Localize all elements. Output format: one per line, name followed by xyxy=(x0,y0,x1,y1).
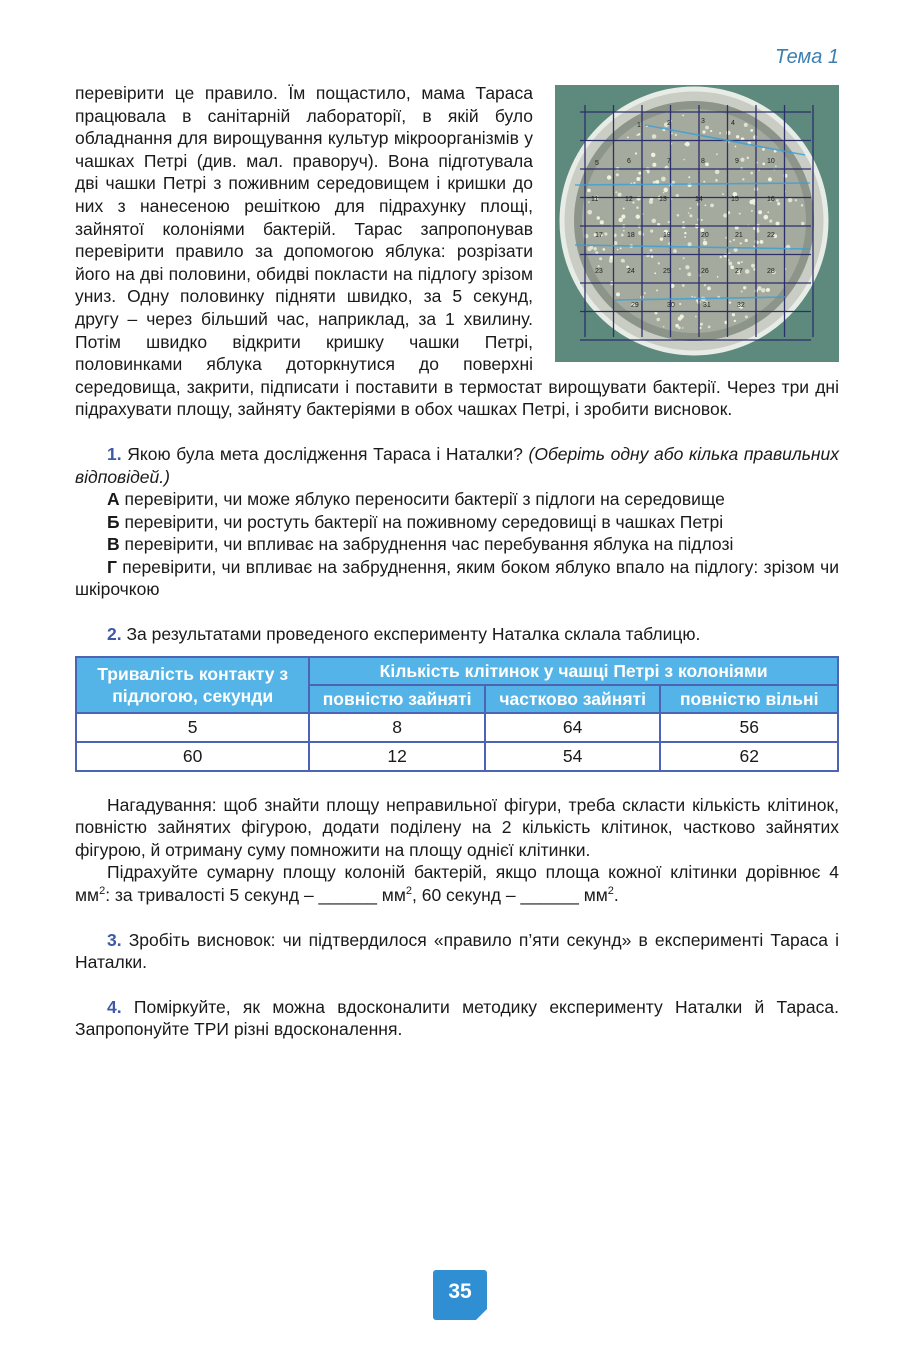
table-row xyxy=(76,742,838,771)
grid-cell-number: 24 xyxy=(627,268,635,275)
petri-dish-photo xyxy=(555,85,839,362)
grid-cell-number: 18 xyxy=(627,232,635,239)
table-cell: 54 xyxy=(485,742,661,771)
grid-cell-number: 10 xyxy=(767,158,775,165)
question-1-number: 1. xyxy=(107,443,122,464)
grid-cell-number: 3 xyxy=(701,118,705,125)
header-fully-occupied: повністю зайняті xyxy=(309,685,485,713)
question-2-text: За результатами проведеного експерименту Наталка склала таблицю. xyxy=(121,624,701,645)
superscript: 2 xyxy=(607,885,614,898)
grid-cell-number: 22 xyxy=(767,232,775,239)
calc-text-3: , 60 секунд – ______ мм xyxy=(412,885,608,906)
grid-cell-number: 28 xyxy=(767,268,775,275)
option-a xyxy=(75,488,839,511)
grid-cell-number: 2 xyxy=(667,120,671,127)
option-g-letter: Г xyxy=(107,556,117,577)
table-cell: 12 xyxy=(309,742,485,771)
table-cell: 62 xyxy=(660,742,838,771)
option-v-text: перевірити, чи впливає на забруднення час перебування яблука на підлозі xyxy=(119,534,734,555)
question-4-text: Поміркуйте, як можна вдосконалити методику експерименту Наталки й Тараса. Запропонуйте ТРИ різні вдосконалення. xyxy=(75,996,839,1040)
question-2 xyxy=(75,623,839,646)
grid-cell-number: 29 xyxy=(631,302,639,309)
grid-cell-number: 16 xyxy=(767,196,775,203)
question-1-text: Якою була мета дослідження Тараса і Наталки? xyxy=(121,443,529,464)
calc-text-4: . xyxy=(613,885,619,906)
grid-cell-number: 1 xyxy=(637,122,641,129)
results-table xyxy=(75,656,839,772)
question-3 xyxy=(75,929,839,974)
header-duration: Тривалість контакту з підлогою, секунди xyxy=(76,657,309,713)
table-cell: 8 xyxy=(309,713,485,742)
grid-cell-number: 23 xyxy=(595,268,603,275)
page-number: 35 xyxy=(433,1270,487,1320)
table-cell: 56 xyxy=(660,713,838,742)
grid-cell-number: 26 xyxy=(701,268,709,275)
option-v-letter: В xyxy=(107,534,120,555)
table-row xyxy=(76,713,838,742)
grid-cell-number: 6 xyxy=(627,158,631,165)
grid-cell-number: 8 xyxy=(701,158,705,165)
header-cell-counts: Кількість клітинок у чашці Петрі з колоніями xyxy=(309,657,838,685)
calc-text-1: Підрахуйте сумарну площу колоній бактерій, якщо площа кожної клітинки дорівнює 4 мм xyxy=(75,862,839,906)
grid-cell-number: 13 xyxy=(659,196,667,203)
topic-header: Тема 1 xyxy=(775,46,839,68)
grid-cell-number: 14 xyxy=(695,196,703,203)
grid-cell-number: 9 xyxy=(735,158,739,165)
question-3-number: 3. xyxy=(107,929,122,950)
table-cell: 64 xyxy=(485,713,661,742)
grid-cell-number: 4 xyxy=(731,120,735,127)
grid-cell-number: 12 xyxy=(625,196,633,203)
calc-text-2: : за тривалості 5 секунд – ______ мм xyxy=(105,885,406,906)
calculation-paragraph xyxy=(75,861,839,906)
grid-cell-number: 5 xyxy=(595,160,599,167)
question-4-number: 4. xyxy=(107,996,122,1017)
grid-cell-number: 31 xyxy=(703,302,711,309)
option-b-text: перевірити, чи ростуть бактерії на поживному середовищі в чашках Петрі xyxy=(119,511,724,532)
grid-cell-number: 21 xyxy=(735,232,743,239)
header-fully-free: повністю вільні xyxy=(660,685,838,713)
table-cell: 5 xyxy=(76,713,309,742)
option-v xyxy=(75,533,839,556)
question-3-text: Зробіть висновок: чи підтвердилося «правило п’яти секунд» в експерименті Тараса і Наталки. xyxy=(75,929,839,973)
grid-cell-number: 7 xyxy=(667,158,671,165)
grid-cell-number: 30 xyxy=(667,302,675,309)
grid-cell-number: 20 xyxy=(701,232,709,239)
question-2-number: 2. xyxy=(107,624,122,645)
reminder-paragraph: Нагадування: щоб знайти площу неправильної фігури, треба скласти кількість клітинок, повністю зайнятих фігурою, додати поділену на 2 кількість клітинок, частково зайнятих фігурою, й отриману суму помножити на площу однієї клітинки. xyxy=(75,794,839,860)
option-b-letter: Б xyxy=(107,511,120,532)
superscript: 2 xyxy=(99,885,106,898)
grid-cell-number: 25 xyxy=(663,268,671,275)
option-g xyxy=(75,556,839,601)
question-1 xyxy=(75,443,839,488)
intro-paragraph: перевірити це правило. Їм пощастило, мама Тараса працювала в санітарній лабораторії, в якій було обладнання для вирощування культур мікроорганізмів у чашках Петрі (див. мал. праворуч). Вона підготувала дві чашки Петрі з поживним середовищем і кришки до них з нанесеною решіткою для підрахунку площі, зайнятої колоніями бактерій. Тарас запропонував перевірити правило за допомогою яблука: розрізати його на дві половини, обидві покласти на підлогу зрізом униз. Одну половинку підняти швидко, за 5 секунд, другу – через більший час, наприклад, за 1 хвилину. Потім швидко відкрити кришку чашки Петрі, половинками яблука доторкнутися до поверхні середовища, закрити, підписати і поставити в термостат вирощувати бактерії. Через три дні підрахувати площу, зайняту бактеріями в обох чашках Петрі, і зробити висновок. xyxy=(75,83,839,420)
grid-cell-number: 32 xyxy=(737,302,745,309)
superscript: 2 xyxy=(405,885,412,898)
question-1-hint: (Оберіть одну або кілька правильних відповідей.) xyxy=(75,443,840,487)
grid-cell-number: 19 xyxy=(663,232,671,239)
grid-cell-number: 27 xyxy=(735,268,743,275)
grid-cell-number: 15 xyxy=(731,196,739,203)
table-cell: 60 xyxy=(76,742,309,771)
option-a-letter: А xyxy=(107,489,120,510)
question-4 xyxy=(75,996,839,1041)
option-g-text: перевірити, чи впливає на забруднення, яким боком яблуко впало на підлогу: зрізом чи шкірочкою xyxy=(75,556,839,600)
page-content xyxy=(75,82,839,1041)
grid-cell-number: 17 xyxy=(595,232,603,239)
option-a-text: перевірити, чи може яблуко переносити бактерії з підлоги на середовище xyxy=(119,489,725,510)
grid-cell-number: 11 xyxy=(591,196,599,203)
option-b xyxy=(75,511,839,534)
header-partially-occupied: частково зайняті xyxy=(485,685,661,713)
